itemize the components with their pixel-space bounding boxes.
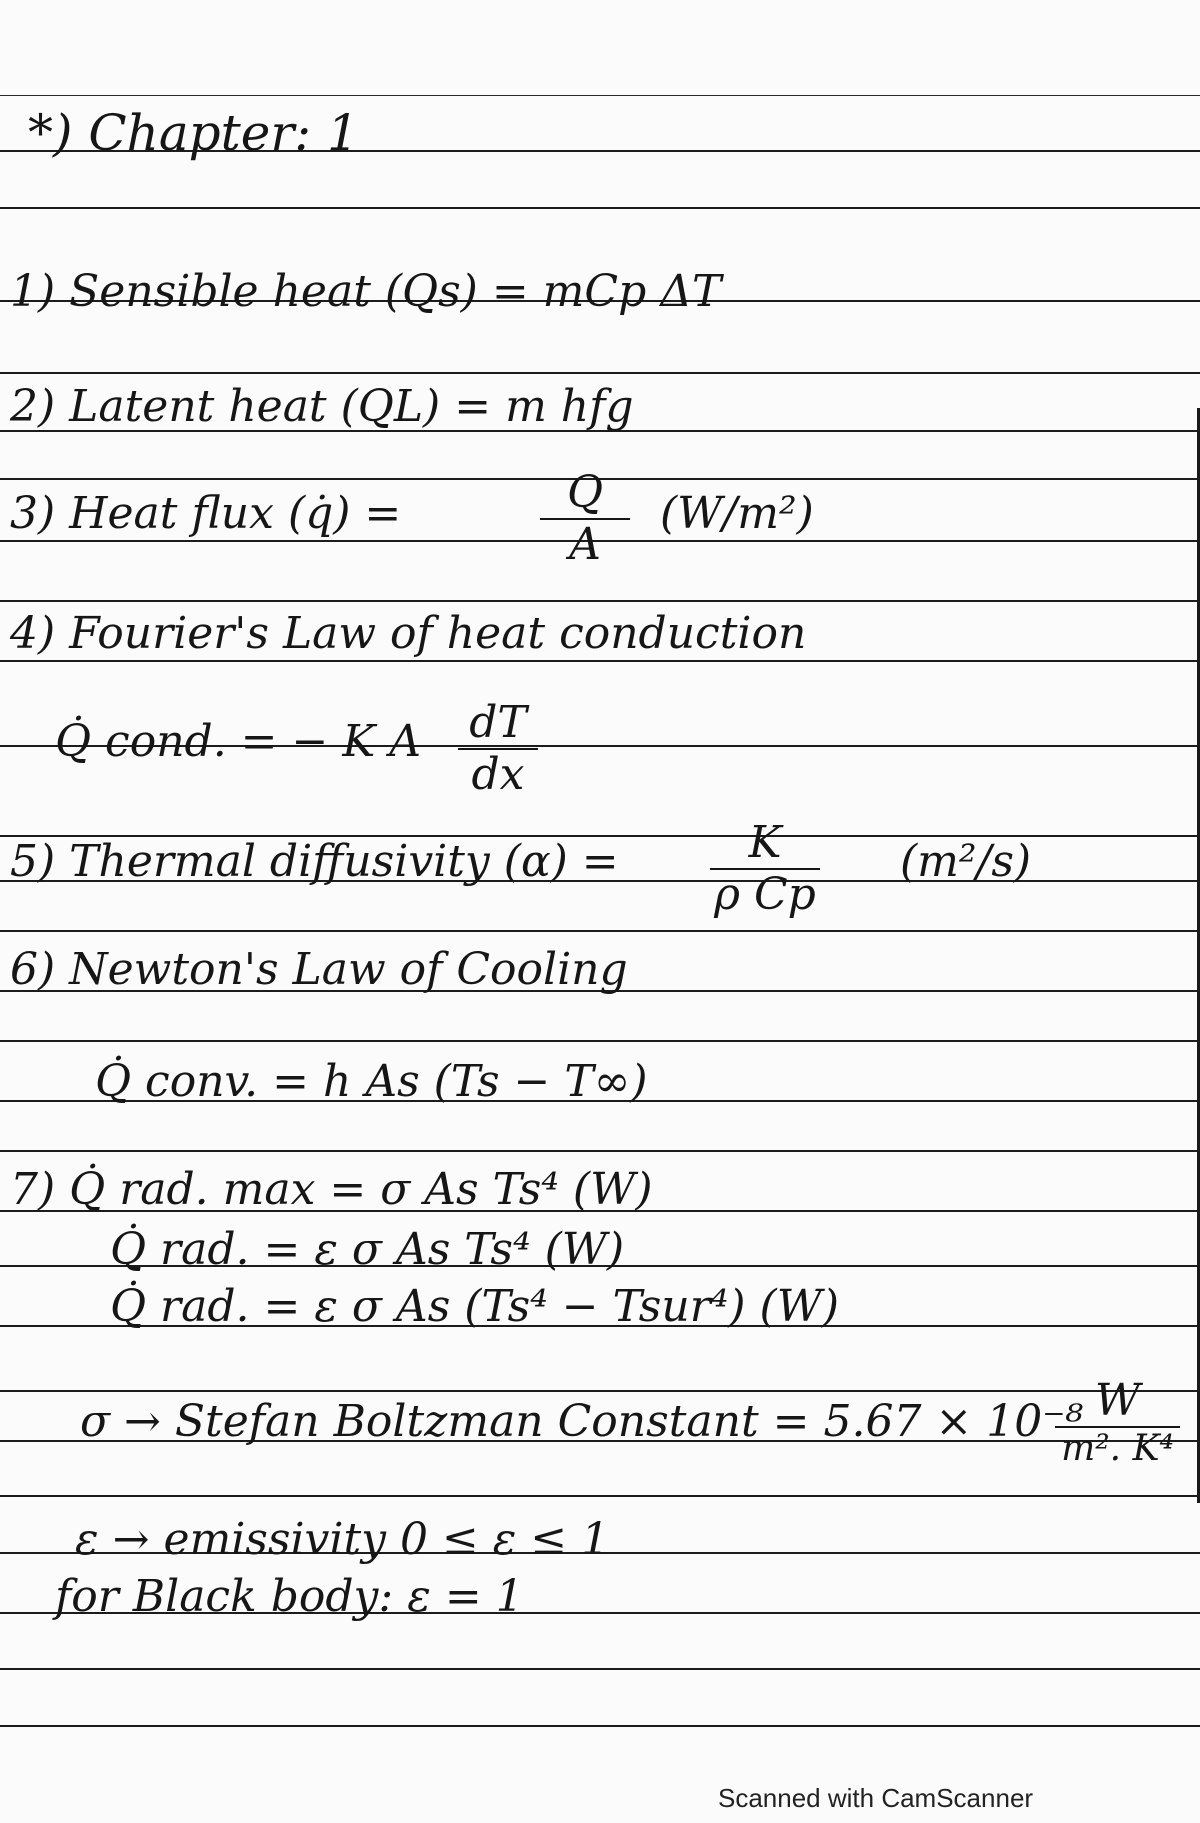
ruled-line [0,930,1200,932]
fraction-numerator: dT [469,697,527,748]
fraction-numerator: Q [566,467,604,518]
fourier-law-title: 4) Fourier's Law of heat conduction [10,608,807,659]
fraction-numerator: K [748,817,782,868]
ruled-line [0,95,1200,96]
ruled-line [0,1390,1200,1392]
stefan-boltzmann-note: σ → Stefan Boltzman Constant = 5.67 × 10⁻⁸ [80,1396,1084,1447]
fraction-denominator: A [569,519,601,571]
black-body-note: for Black body: ε = 1 [55,1571,524,1622]
radiation-net-equation: Q̇ rad. = ε σ As (Ts⁴ − Tsur⁴) (W) [110,1281,840,1332]
radiation-equation: Q̇ rad. = ε σ As Ts⁴ (W) [110,1224,625,1275]
ruled-line [0,1668,1200,1670]
ruled-line [0,660,1200,662]
thermal-diffusivity-fraction [710,817,820,921]
thermal-diffusivity-lhs: 5) Thermal diffusivity (α) = [10,836,619,887]
scanner-watermark: Scanned with CamScanner [718,1783,1034,1813]
formula-latent-heat: 2) Latent heat (QL) = m hfg [10,381,634,432]
ruled-line [0,600,1200,602]
heat-flux-unit: (W/m²) [660,488,814,539]
heat-flux-fraction [540,467,630,571]
fraction-numerator: W [1094,1375,1141,1426]
newton-law-title: 6) Newton's Law of Cooling [10,944,628,995]
ruled-line [0,372,1200,374]
chapter-heading: *) Chapter: 1 [28,104,359,162]
stefan-boltzmann-unit-fraction [1055,1375,1180,1470]
ruled-line [0,207,1200,209]
ruled-line [0,1150,1200,1152]
radiation-max-equation: 7) Q̇ rad. max = σ As Ts⁴ (W) [10,1164,653,1215]
ruled-line [0,1040,1200,1042]
newton-law-equation: Q̇ conv. = h As (Ts − T∞) [95,1056,648,1107]
fourier-law-lhs: Q̇ cond. = − K A [55,716,422,767]
fraction-denominator: dx [471,749,525,801]
ruled-line [0,1725,1200,1727]
thermal-diffusivity-unit: (m²/s) [900,836,1032,887]
ruled-line [0,1495,1200,1497]
fraction-denominator: m². K⁴ [1061,1428,1174,1470]
fourier-fraction [458,697,538,801]
formula-sensible-heat: 1) Sensible heat (Qs) = mCp ΔT [10,266,722,317]
formula-heat-flux-lhs: 3) Heat flux (q̇) = [10,488,402,539]
emissivity-note: ε → emissivity 0 ≤ ε ≤ 1 [75,1514,610,1565]
fraction-denominator: ρ Cp [714,869,816,921]
